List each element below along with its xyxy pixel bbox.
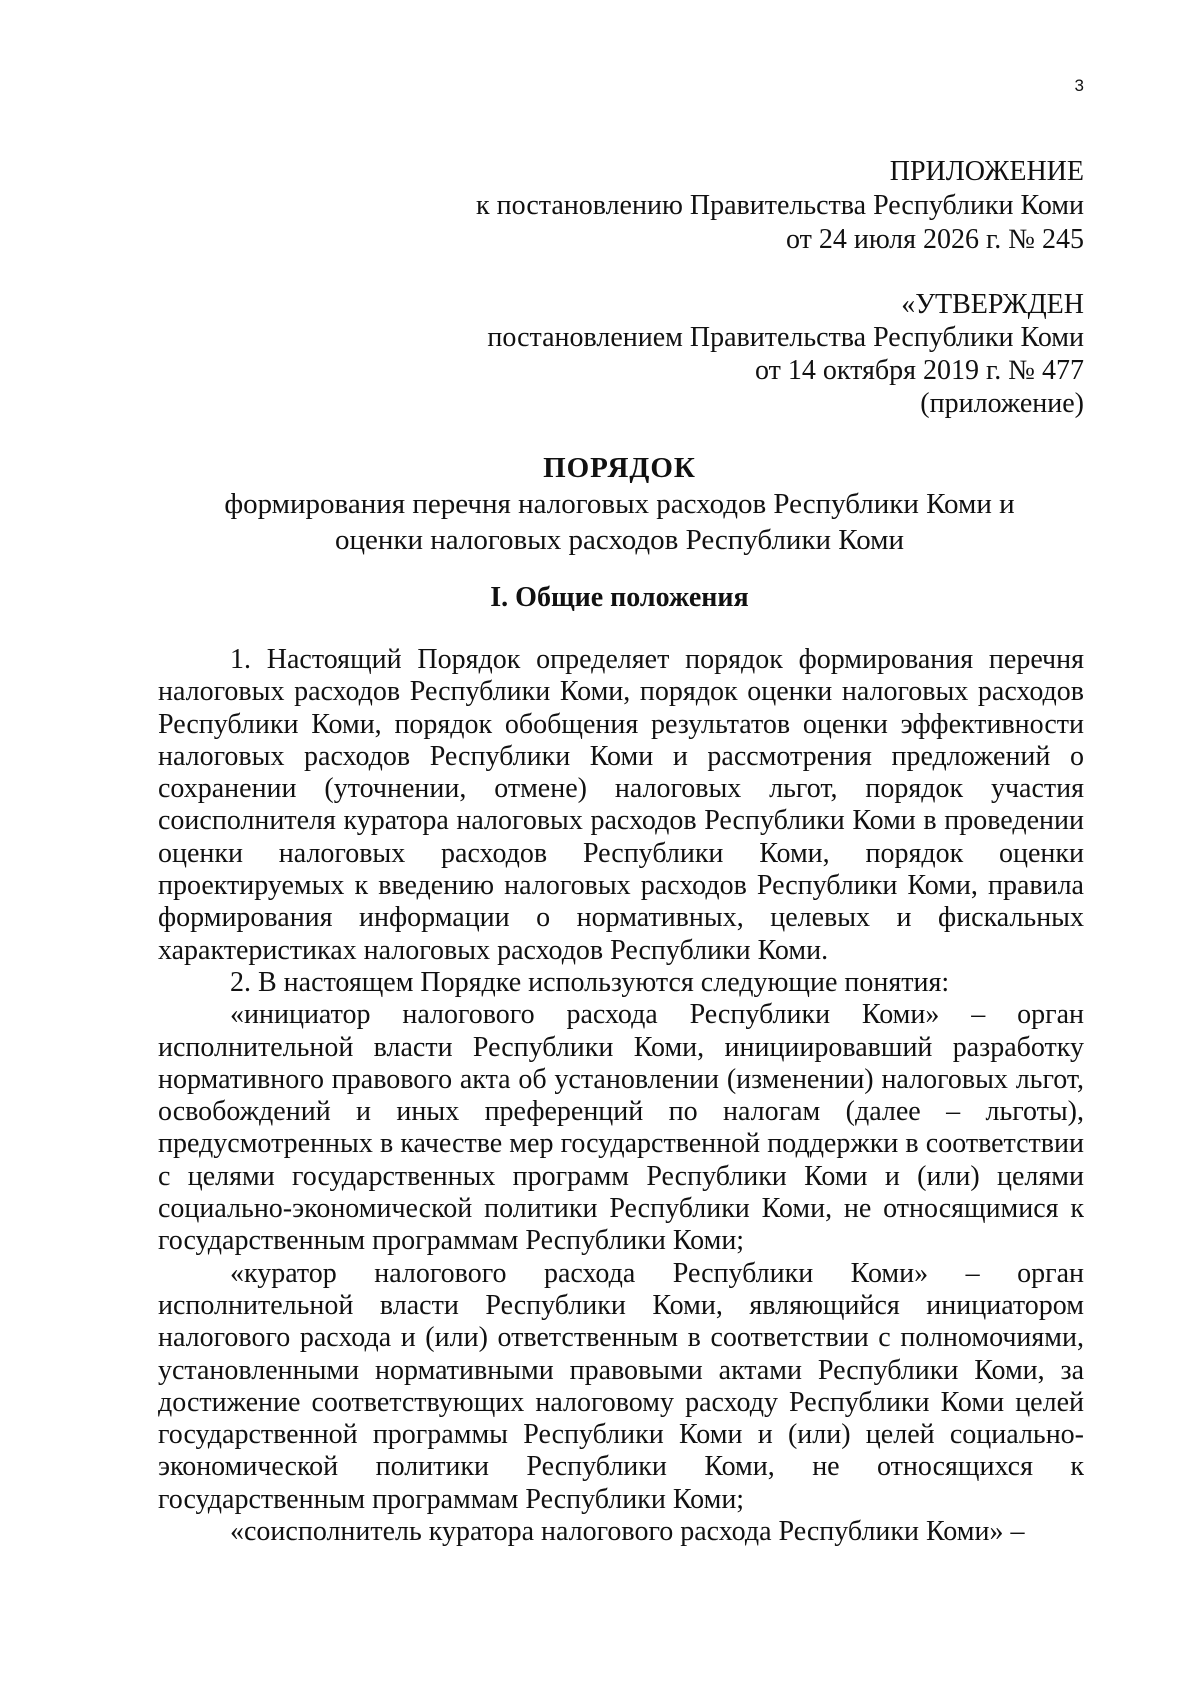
definition-initiator: «инициатор налогового расхода Республики Коми» – орган исполнительной власти Республики Коми, инициировавший разработку нормативного правового акта об установлении (изменении) налоговых льгот, освобождений и иных преференций по налогам (далее – льготы), предусмотренных в качестве мер государственной поддержки в соответствии с целями государственных программ Республики Коми и (или) целями социально-экономической политики Республики Коми, не относящимися к государственным программам Республики Коми; <box>158 999 1084 1257</box>
appendix-block <box>400 155 1084 257</box>
section-heading: I. Общие положения <box>490 582 749 613</box>
page-number: 3 <box>1074 76 1084 95</box>
document-title <box>155 450 1084 558</box>
appendix-label: ПРИЛОЖЕНИЕ <box>889 156 1084 187</box>
approval-date-number: от 14 октября 2019 г. № 477 <box>754 355 1084 386</box>
definition-curator: «куратор налогового расхода Республики Коми» – орган исполнительной власти Республики Коми, являющийся инициатором налогового расхода и (или) ответственным в соответствии с полномочиями, установленными нормативными правовыми актами Республики Коми, за достижение соответствующих налоговому расходу Республики Коми целей государственной программы Республики Коми и (или) целей социально-экономической политики Республики Коми, не относящихся к государственным программам Республики Коми; <box>158 1257 1084 1515</box>
title-subtitle-line-2: оценки налоговых расходов Республики Коми <box>334 524 905 556</box>
body-text <box>158 644 1084 1548</box>
definition-co-executor: «соисполнитель куратора налогового расхода Республики Коми» – <box>230 1516 1025 1548</box>
paragraph-2: 2. В настоящем Порядке используются следующие понятия: <box>230 966 950 998</box>
approval-label: «УТВЕРЖДЕН <box>901 289 1084 320</box>
appendix-reference: к постановлению Правительства Республики Коми <box>476 190 1084 221</box>
appendix-date-number: от 24 июля 2026 г. № 245 <box>786 224 1084 255</box>
approval-note: (приложение) <box>920 388 1084 419</box>
approval-reference: постановлением Правительства Республики Коми <box>487 322 1084 353</box>
approval-block <box>400 288 1084 420</box>
title-main: ПОРЯДОК <box>543 452 696 484</box>
paragraph-1: 1. Настоящий Порядок определяет порядок формирования перечня налоговых расходов Республики Коми, порядок оценки налоговых расходов Республики Коми, порядок обобщения результатов оценки эффективности налоговых расходов Республики Коми и рассмотрения предложений о сохранении (уточнении, отмене) налоговых льгот, порядок участия соисполнителя куратора налоговых расходов Республики Коми в проведении оценки налоговых расходов Республики Коми, порядок оценки проектируемых к введению налоговых расходов Республики Коми, правила формирования информации о нормативных, целевых и фискальных характеристиках налоговых расходов Республики Коми. <box>158 644 1084 966</box>
title-subtitle-line-1: формирования перечня налоговых расходов Республики Коми и <box>224 488 1015 520</box>
